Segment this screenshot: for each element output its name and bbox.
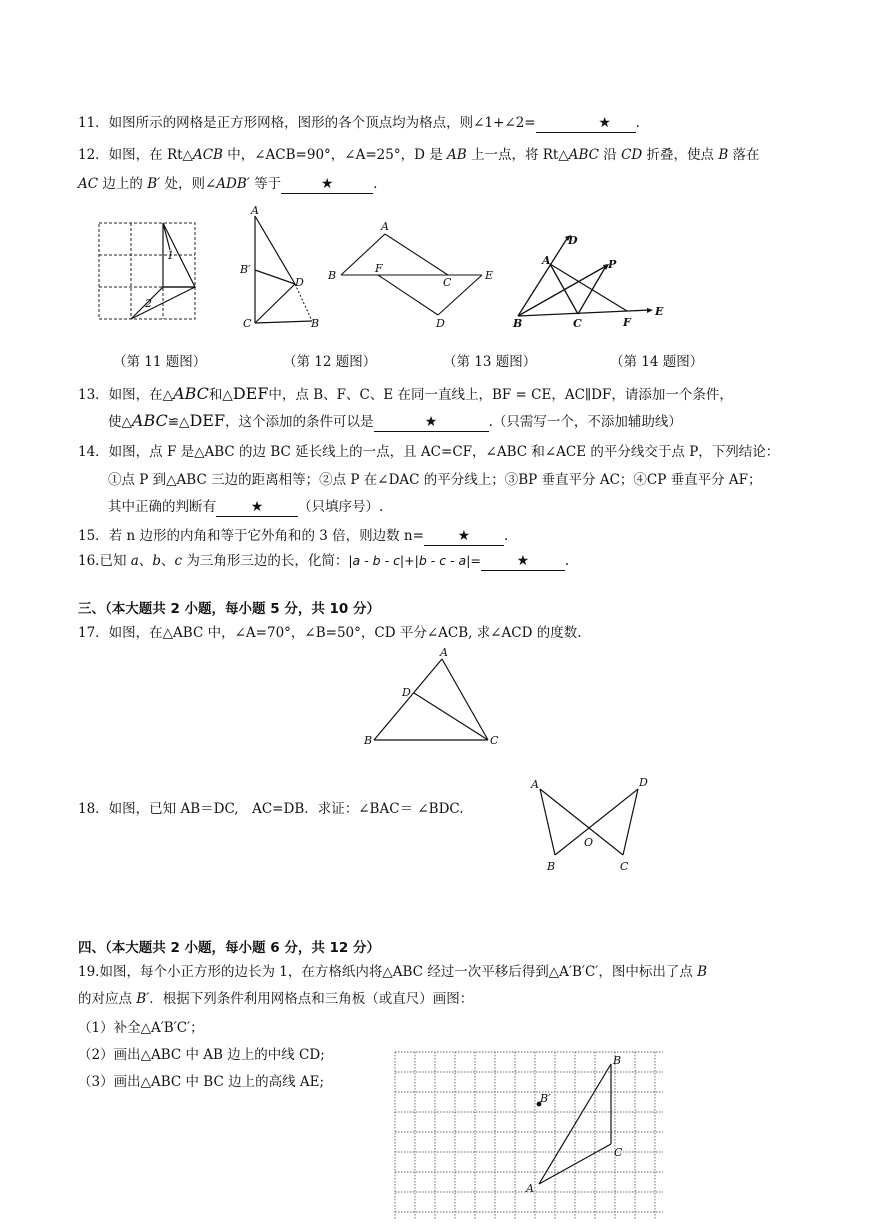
point-Bprime-label: B′ — [540, 1092, 551, 1105]
question-12-line1: 12．如图，在 Rt△ACB 中，∠ACB=90°，∠A=25°，D 是 AB 上一点，将 Rt△ABC 沿 CD 折叠，使点 B 落在 — [78, 147, 760, 163]
angle-1-label: 1 — [167, 249, 174, 262]
point-C-label: C — [620, 860, 629, 873]
question-14-line2: ①点 P 到△ABC 三边的距离相等；②点 P 在∠DAC 的平分线上；③BP 垂直平分 AC；④CP 垂直平分 AF； — [108, 472, 762, 488]
point-D-label: D — [402, 686, 411, 699]
star-icon: ★ — [320, 176, 334, 192]
point-A-label: A — [381, 220, 389, 233]
point-P-label: P — [608, 258, 617, 271]
answer-blank[interactable] — [424, 528, 504, 546]
point-E-label: E — [655, 305, 664, 318]
figure-19-grid — [395, 1052, 665, 1222]
point-C-label: C — [573, 317, 582, 330]
point-A-label: A — [440, 646, 448, 659]
caption-fig-14: （第 14 题图） — [610, 354, 704, 370]
question-13-line2: 使△ABC≌△DEF，这个添加的条件可以是 ★ .（只需写一个，不添加辅助线） — [108, 411, 682, 430]
point-C-label: C — [443, 276, 452, 289]
answer-blank[interactable] — [536, 115, 636, 133]
figure-18 — [527, 772, 657, 877]
q11-text: 11．如图所示的网格是正方形网格，图形的各个顶点均为格点，则∠1+∠2= — [78, 115, 536, 131]
angle-2-label: 2 — [145, 297, 152, 310]
question-19-line2: 的对应点 B′．根据下列条件利用网格点和三角板（或直尺）画图： — [78, 991, 474, 1007]
point-C-label: C — [243, 317, 252, 330]
question-19-line1: 19.如图，每个小正方形的边长为 1，在方格纸内将△ABC 经过一次平移后得到△A′B′C′，图中标出了点 B — [78, 964, 708, 980]
point-D-label: D — [295, 276, 304, 289]
point-O-label: O — [584, 836, 594, 849]
point-D-label: D — [639, 776, 648, 789]
figure-13 — [326, 220, 496, 332]
question-11: 11．如图所示的网格是正方形网格，图形的各个顶点均为格点，则∠1+∠2= ★ . — [78, 115, 640, 131]
caption-fig-13: （第 13 题图） — [443, 354, 537, 370]
question-18: 18．如图，已知 AB＝DC, AC=DB．求证：∠BAC＝ ∠BDC. — [78, 801, 464, 817]
star-icon: ★ — [250, 499, 264, 515]
answer-blank[interactable] — [374, 414, 489, 432]
question-19-part2: （2）画出△ABC 中 AB 边上的中线 CD; — [78, 1047, 325, 1063]
question-19-part3: （3）画出△ABC 中 BC 边上的高线 AE; — [78, 1074, 325, 1090]
point-A-label: A — [542, 254, 551, 267]
answer-blank[interactable] — [216, 499, 298, 517]
point-A-label: A — [526, 1182, 534, 1195]
point-A-label: A — [531, 778, 539, 791]
figure-12 — [238, 206, 328, 331]
point-F-label: F — [375, 262, 383, 275]
point-D-label: D — [436, 317, 445, 330]
figure-14 — [510, 234, 670, 334]
star-icon: ★ — [424, 414, 438, 430]
question-14-line1: 14．如图，点 F 是△ABC 的边 BC 延长线上的一点，且 AC=CF，∠ABC 和∠ACE 的平分线交于点 P，下列结论： — [78, 444, 780, 460]
question-15: 15．若 n 边形的内角和等于它外角和的 3 倍，则边数 n= ★ . — [78, 528, 509, 544]
question-17: 17．如图，在△ABC 中，∠A=70°，∠B=50°，CD 平分∠ACB, 求∠ACD 的度数. — [78, 625, 582, 641]
point-B-label: B — [328, 269, 337, 282]
point-E-label: E — [485, 269, 494, 282]
question-16: 16.已知 a、b、c 为三角形三边的长，化简：|a - b - c|+|b - c - a|= ★ . — [78, 553, 570, 569]
section-4-heading: 四、（本大题共 2 小题，每小题 6 分，共 12 分） — [78, 940, 381, 956]
point-B-label: B — [513, 317, 523, 330]
point-B-label: B — [613, 1054, 622, 1067]
question-14-line3: 其中正确的判断有 ★ （只填序号）. — [108, 499, 384, 515]
question-13-line1: 13．如图，在△ABC和△DEF中，点 B、F、C、E 在同一直线上，BF = CE，AC∥DF，请添加一个条件， — [78, 384, 733, 403]
star-icon: ★ — [598, 115, 611, 131]
point-B-label: B — [547, 860, 556, 873]
point-C-label: C — [614, 1146, 623, 1159]
point-B-label: B — [364, 734, 373, 747]
caption-fig-11: （第 11 题图） — [113, 354, 207, 370]
point-A-label: A — [251, 204, 259, 217]
point-B-label: B — [311, 317, 320, 330]
point-F-label: F — [623, 316, 631, 329]
answer-blank[interactable] — [481, 553, 565, 571]
star-icon: ★ — [457, 528, 471, 544]
figure-17 — [362, 647, 502, 747]
star-icon: ★ — [516, 553, 530, 569]
question-19-part1: （1）补全△A′B′C′； — [78, 1020, 204, 1036]
caption-fig-12: （第 12 题图） — [283, 354, 377, 370]
question-12-line2: AC 边上的 B′ 处，则∠ADB′ 等于 ★ . — [78, 176, 378, 192]
figure-11-grid — [98, 222, 198, 322]
answer-blank[interactable] — [281, 176, 373, 194]
point-C-label: C — [490, 734, 499, 747]
point-Bprime-label: B′ — [240, 263, 251, 276]
section-3-heading: 三、（本大题共 2 小题，每小题 5 分，共 10 分） — [78, 601, 381, 617]
point-D-label: D — [568, 234, 578, 247]
